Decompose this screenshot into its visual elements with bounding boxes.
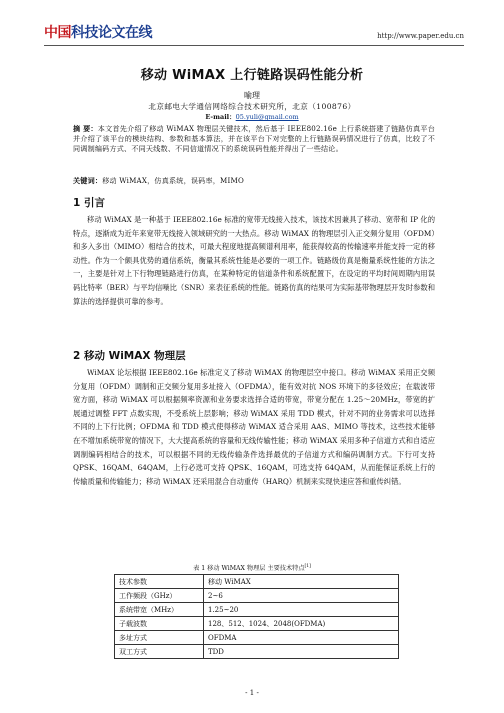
table-row	[115, 603, 399, 617]
table-caption	[0, 563, 504, 572]
table-cell: 子载波数	[115, 617, 204, 631]
paper-author: 喻理	[244, 91, 260, 100]
table-cell: 多址方式	[115, 631, 204, 645]
author-email	[0, 112, 504, 121]
table-row	[115, 631, 399, 645]
abstract	[73, 124, 435, 155]
keywords-label: 关键词：	[73, 176, 103, 185]
abstract-label: 摘 要：	[73, 124, 98, 133]
logo-main-text: 科技论文	[71, 25, 125, 41]
table-caption-ref: [1]	[304, 563, 311, 569]
site-logo	[44, 22, 152, 42]
section-heading-intro: 1 引言	[73, 197, 105, 209]
section-body-intro: 移动 WiMAX 是一种基于 IEEE802.16e 标准的宽带无线接入技术，该技术因兼具了移动、宽带和 IP 化的特点，逐渐成为近年来宽带无线接入领域研究的一大热点。移动 WiMAX 的物理层引入正交频分复用（OFDM）和多入多出（MIMO）相结合的技术，可最大程度地提高频谱利用率，能获得较高的传输速率并能支持一定的移动性。作为一个颇具优势的通信系统，衡量其系统性能是必要的一项工作。链路级仿真是衡量系统性能的方法之一，主要是针对上下行物理链路进行仿真，在某种特定的信道条件和系统配置下，在设定的平均时间周期内用误码比特率（BER）与平均信噪比（SNR）来表征系统的性能。链路仿真的结果可为实际基带物理层开发时参数和算法的选择提供可靠的参考。	[73, 215, 435, 306]
table-row	[115, 589, 399, 603]
email-link[interactable]: 05.yuli@gmail.com	[235, 113, 299, 121]
page-header	[44, 20, 464, 46]
table-row	[115, 575, 399, 589]
spec-table	[114, 574, 399, 659]
logo-tail-text: 在线	[125, 25, 152, 41]
paper-affiliation: 北京邮电大学通信网络综合技术研究所，北京（100876）	[148, 102, 356, 111]
section-body-phy: WiMAX 论坛根据 IEEE802.16e 标准定义了移动 WiMAX 的物理层空中接口。移动 WiMAX 采用正交频分复用（OFDM）调制和正交频分复用多址接入（OFDMA），能有效对抗 NOS 环境下的多径效应；在载波带宽方面，移动 WiMAX 可以根据频率资源和业务要求选择合适的带宽，带宽分配在 1.25～20MHz，带宽的扩展通过调整 FFT 点数实现，不受系统上层影响；移动 WiMAX 采用 TDD 模式，针对不同的业务需求可以选择不同的上下行比例；OFDMA 和 TDD 模式使得移动 WiMAX 适合采用 AAS、MIMO 等技术，这些技术能够在不增加系统带宽的情况下，大大提高系统的容量和无线传输性能；移动 WiMAX 采用多种子信道方式和自适应调制编码相结合的技术，可以根据不同的无线传输条件选择最优的子信道方式和编码调制方式。下行可支持 QPSK、16QAM、64QAM，上行必选可支持 QPSK、16QAM，可选支持 64QAM，从而能保证系统上行的传输质量和传输能力；移动 WiMAX 还采用混合自动重传（HARQ）机制来实现快速应答和重传纠错。	[73, 368, 435, 486]
page-number: - 1 -	[245, 689, 259, 697]
table-cell: 128、512、1024、2048(OFDMA)	[204, 617, 399, 631]
table-cell: 移动 WiMAX	[204, 575, 399, 589]
keywords	[73, 176, 435, 186]
table-row	[115, 617, 399, 631]
site-url-link[interactable]: http://www.paper.edu.cn	[377, 32, 464, 40]
abstract-text: 本文首先介绍了移动 WiMAX 物理层关键技术，然后基于 IEEE802.16e 上行系统搭建了链路仿真平台并介绍了该平台的模块结构、参数和基本算法，并在该平台下对完整的上行链路误码情况进行了仿真，比较了不同调制编码方式、不同天线数、不同信道情况下的系统误码性能并得出了一些结论。	[73, 124, 435, 154]
table-cell: 2~6	[204, 589, 399, 603]
table-cell: OFDMA	[204, 631, 399, 645]
table-row	[115, 645, 399, 659]
table-cell: 技术参数	[115, 575, 204, 589]
table-cell: TDD	[204, 645, 399, 659]
header-rule	[44, 45, 464, 46]
table-cell: 1.25~20	[204, 603, 399, 617]
logo-china-text: 中国	[44, 25, 71, 41]
email-label: E-mail：	[205, 113, 236, 121]
table-cell: 系统带宽（MHz）	[115, 603, 204, 617]
keywords-text: 移动 WiMAX，仿真系统，误码率，MIMO	[102, 176, 244, 185]
table-cell: 工作频段（GHz）	[115, 589, 204, 603]
table-cell: 双工方式	[115, 645, 204, 659]
paper-title: 移动 WiMAX 上行链路误码性能分析	[140, 68, 364, 83]
table-caption-text: 表 1 移动 WiMAX 物理层 主要技术特点	[193, 565, 305, 572]
section-heading-phy: 2 移动 WiMAX 物理层	[73, 350, 186, 362]
